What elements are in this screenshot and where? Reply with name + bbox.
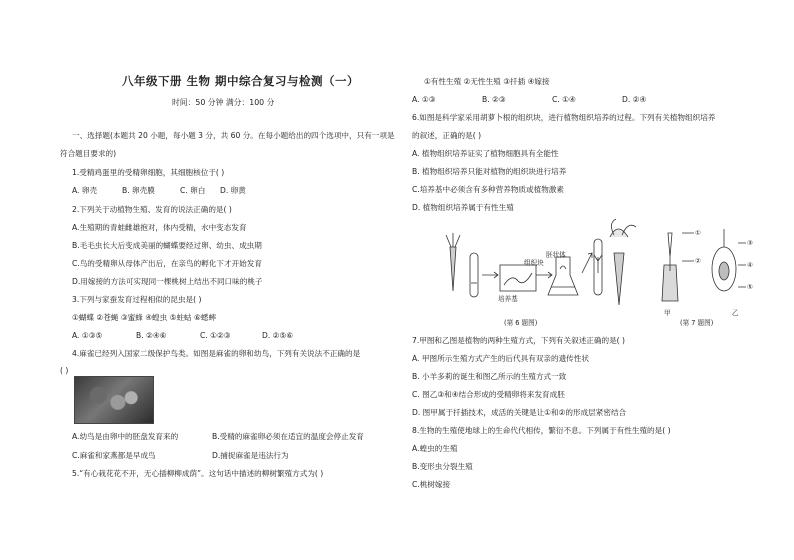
q5-option-a: A. ①③	[412, 95, 436, 104]
q2-stem: 2.下列关于动植物生殖、发育的说法正确的是( )	[72, 205, 232, 214]
sparrow-egg-photo	[74, 376, 154, 424]
q3-option-c: C. ①②③	[200, 331, 231, 340]
q6-stem-line1: 6.如图是科学家采用胡萝卜根的组织块，进行植物组织培养的过程。下列有关植物组织培养	[412, 113, 716, 122]
q8-option-a: A.蝗虫的生殖	[412, 444, 458, 453]
q6-option-b: B. 植物组织培养只能对植物的组织块进行培养	[412, 167, 567, 176]
section-intro-line1: 一、选择题(本题共 20 小题，每小题 3 分，共 60 分。在每小题给出的四个选项中，只有一项是	[72, 131, 395, 140]
q6-stem-line2: 的叙述，正确的是( )	[412, 131, 482, 140]
figure-6-caption: (第 6 题图)	[504, 319, 538, 327]
q4-option-b: B.受精的麻雀卵必须在适宜的温度会停止发育	[212, 432, 364, 441]
q3-items: ①蝴蝶 ②苍蝇 ③蜜蜂 ④蝗虫 ⑤蛀蛄 ⑥蟋蟀	[72, 313, 217, 322]
figure-illustration	[432, 213, 762, 331]
label-num-2: ②	[695, 257, 701, 265]
q2-option-a: A.生殖期的青蛙雌雄抱对，体内受精，水中变态发育	[72, 223, 247, 232]
figure-area	[432, 213, 762, 331]
q1-option-c: C. 卵白	[180, 186, 206, 195]
q2-option-c: C.鸟的受精卵从母体产出后，在亲鸟的孵化下才开始发育	[72, 259, 262, 268]
q6-option-c: C.培养基中必须含有多种营养物质或植物激素	[412, 185, 564, 194]
q2-option-b: B.毛毛虫长大后变成美丽的蝴蝶要经过卵、幼虫、成虫期	[72, 241, 262, 250]
q8-stem: 8.生物的生殖使地球上的生命代代相传，繁衍不息。下列属于有性生殖的是( )	[412, 426, 671, 435]
q5-option-d: D. ②④	[622, 95, 647, 104]
label-medium: 培养基	[498, 295, 518, 303]
q6-option-d: D. 植物组织培养属于有性生殖	[412, 203, 514, 212]
time-score: 时间：50 分钟 满分：100 分	[172, 98, 275, 107]
q4-option-c: C.麻雀和家燕都是早成鸟	[72, 451, 156, 460]
q5-items: ①有性生殖 ②无性生殖 ③扦插 ④嫁接	[424, 77, 550, 86]
q8-option-b: B.变形虫分裂生殖	[412, 462, 473, 471]
q3-option-a: A. ①③⑤	[72, 331, 103, 340]
q3-stem: 3.下列与家蚕发育过程相似的昆虫是( )	[72, 295, 202, 304]
section-intro-line2: 符合题目要求的)	[60, 149, 117, 158]
figure-7-caption: (第 7 题图)	[680, 319, 714, 327]
label-embryoid: 胚状体	[546, 251, 566, 259]
q4-option-a: A.幼鸟是由卵中的胚盘发育来的	[72, 432, 179, 441]
q7-option-d: D. 图甲属于扦插技术，成活的关键是让①和②的形成层紧密结合	[412, 408, 627, 417]
label-num-4: ④	[747, 261, 753, 269]
figure-label-jia: 甲	[664, 309, 671, 317]
q7-option-b: B. 小羊多莉的诞生和图乙所示的生殖方式一致	[412, 372, 567, 381]
q4-option-d: D.捕捉麻雀是违法行为	[212, 451, 289, 460]
q1-stem: 1.受精鸡蛋里的受精卵细胞，其细胞核位于( )	[72, 168, 225, 177]
q4-stem: 4.麻雀已经列入国家二级保护鸟类。如图是麻雀的卵和幼鸟，下列有关说法不正确的是	[72, 349, 361, 358]
exam-title: 八年级下册 生物 期中综合复习与检测（一）	[122, 74, 360, 88]
q7-option-c: C. 图乙③和④结合形成的受精卵将来发育成胚	[412, 390, 565, 399]
label-tissue: 组织块	[524, 259, 544, 267]
q1-option-a: A. 卵壳	[72, 186, 98, 195]
q5-stem: 5.“有心栽花花不开，无心插柳柳成荫”。这句话中描述的柳树繁殖方式为( )	[72, 469, 324, 478]
label-num-3: ③	[747, 239, 753, 247]
q4-paren: ( )	[60, 366, 69, 375]
q8-option-c: C.桃树嫁接	[412, 480, 451, 489]
q3-option-d: D. ②⑤⑥	[262, 331, 294, 340]
q6-option-a: A. 植物组织培养证实了植物细胞具有全能性	[412, 149, 559, 158]
q5-option-b: B. ②③	[482, 95, 506, 104]
label-num-5: ⑤	[747, 283, 753, 291]
q7-stem: 7.甲图和乙图是植物的两种生殖方式，下列有关叙述正确的是( )	[412, 336, 626, 345]
q3-option-b: B. ②④⑥	[136, 331, 167, 340]
q5-option-c: C. ①④	[552, 95, 576, 104]
q7-option-a: A. 甲图所示生殖方式产生的后代具有双亲的遗传性状	[412, 354, 589, 363]
figure-label-yi: 乙	[732, 309, 739, 317]
q1-option-b: B. 卵壳膜	[122, 186, 155, 195]
label-num-1: ①	[695, 229, 701, 237]
q1-option-d: D. 卵黄	[220, 186, 246, 195]
q2-option-d: D.用嫁接的方法可实现同一棵桃树上结出不同口味的桃子	[72, 277, 263, 286]
